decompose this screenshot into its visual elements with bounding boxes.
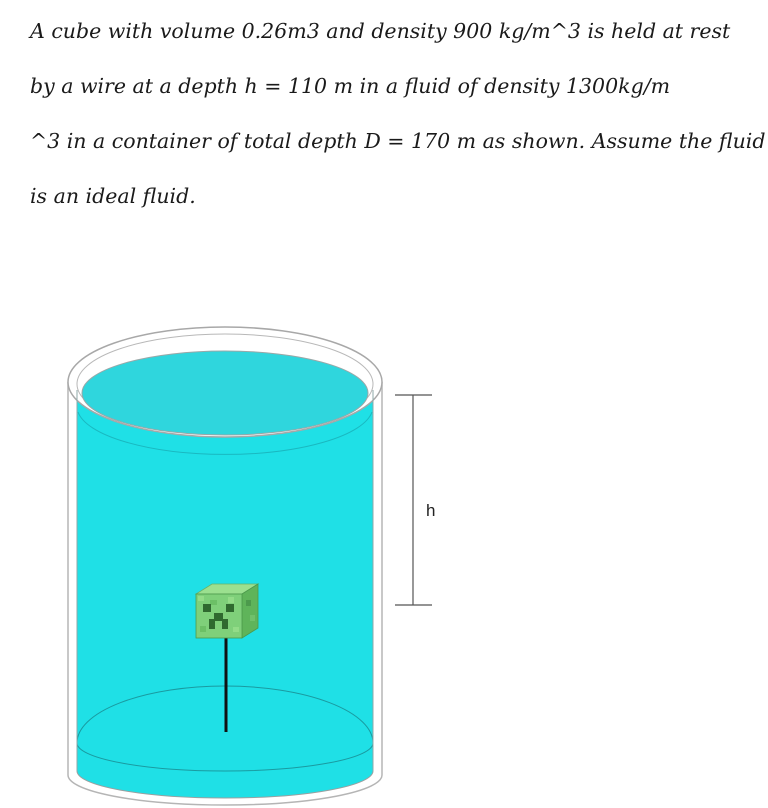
creeper-face-cube-icon <box>196 584 258 638</box>
problem-line-3: ^3 in a container of total depth D = 170 m as shown. Assume the fluid <box>30 129 766 153</box>
problem-line-4: is an ideal fluid. <box>30 184 196 208</box>
problem-line-1: A cube with volume 0.26m3 and density 900 kg/m^3 is held at rest <box>30 19 731 43</box>
depth-label: h <box>426 501 436 520</box>
depth-dimension <box>395 395 435 605</box>
container <box>68 327 382 805</box>
problem-line-2: by a wire at a depth h = 110 m in a fluid of density 1300kg/m <box>30 74 671 98</box>
fluid-surface <box>82 351 368 435</box>
